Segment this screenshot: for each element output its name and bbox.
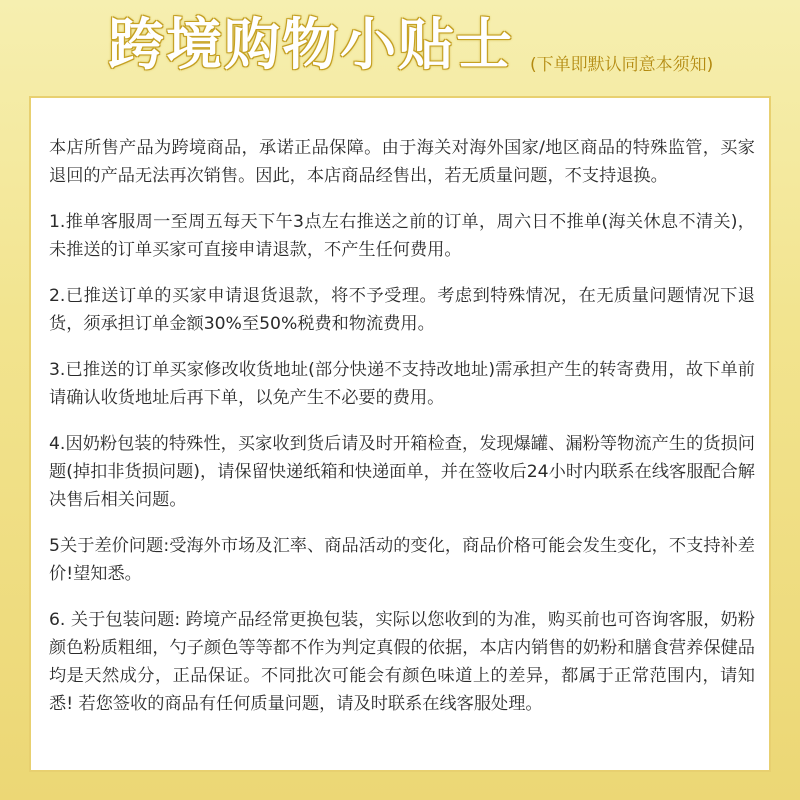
rule-paragraph-4: 4.因奶粉包装的特殊性，买家收到货后请及时开箱检查，发现爆罐、漏粉等物流产生的货损问题(掉扣非货损问题)，请保留快递纸箱和快递面单，并在签收后24小时内联系在线客服配合解决售后相关问题。 [49, 434, 755, 510]
header-banner [0, 0, 800, 96]
rule-paragraph-6: 6. 关于包装问题: 跨境产品经常更换包装，实际以您收到的为准，购买前也可咨询客服，奶粉颜色粉质粗细，勺子颜色等等都不作为判定真假的依据，本店内销售的奶粉和膳食营养保健品均是天然成分，正品保证。不同批次可能会有颜色味道上的差异，都属于正常范围内，请知悉! 若您签收的商品有任何质量问题，请及时联系在线客服处理。 [49, 610, 755, 714]
rule-paragraph-1: 1.推单客服周一至周五每天下午3点左右推送之前的订单，周六日不推单(海关休息不清关)，未推送的订单买家可直接申请退款，不产生任何费用。 [49, 212, 755, 260]
intro-paragraph: 本店所售产品为跨境商品，承诺正品保障。由于海关对海外国家/地区商品的特殊监管，买家退回的产品无法再次销售。因此，本店商品经售出，若无质量问题，不支持退换。 [49, 138, 755, 186]
rule-paragraph-5: 5关于差价问题:受海外市场及汇率、商品活动的变化，商品价格可能会发生变化，不支持补差价!望知悉。 [49, 536, 755, 584]
notice-panel [29, 96, 771, 772]
page-title: 跨境购物小贴士 [108, 13, 514, 78]
rule-paragraph-2: 2.已推送订单的买家申请退货退款，将不予受理。考虑到特殊情况，在无质量问题情况下退货，须承担订单金额30%至50%税费和物流费用。 [49, 286, 755, 334]
rule-paragraph-3: 3.已推送的订单买家修改收货地址(部分快递不支持改地址)需承担产生的转寄费用，故下单前请确认收货地址后再下单，以免产生不必要的费用。 [49, 360, 755, 408]
notice-content [49, 134, 755, 736]
page-subtitle: (下单即默认同意本须知) [530, 55, 714, 75]
